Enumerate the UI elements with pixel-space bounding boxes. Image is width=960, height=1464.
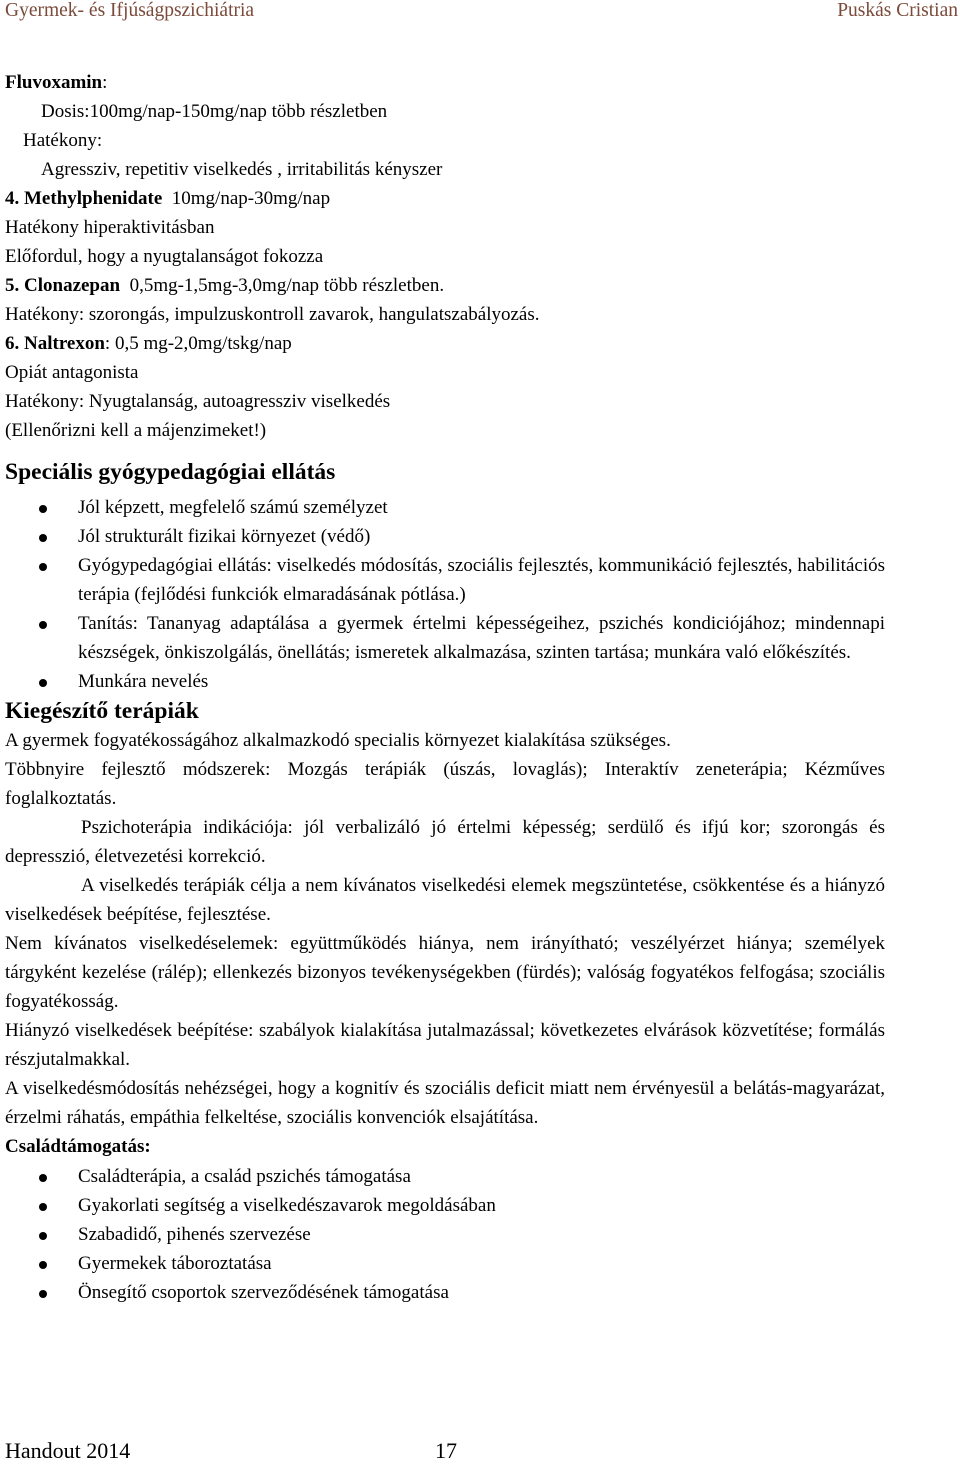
list-item: Önsegítő csoportok szerveződésének támogatása <box>5 1278 885 1307</box>
naltrexon-line-3: (Ellenőrizni kell a májenzimeket!) <box>5 420 267 441</box>
special-heading: Speciális gyógypedagógiai ellátás <box>5 459 336 485</box>
footer-label: Handout 2014 <box>5 1438 131 1463</box>
list-item: Szabadidő, pihenés szervezése <box>5 1220 885 1249</box>
list-item: Munkára nevelés <box>5 667 885 696</box>
complementary-p2: Többnyire fejlesztő módszerek: Mozgás terápiák (úszás, lovaglás); Interaktív zeneterápia; Kézműves foglalkoztatás. <box>5 759 885 809</box>
methylphenidate-heading: 4. Methylphenidate 10mg/nap-30mg/nap <box>5 188 331 209</box>
complementary-p7: A viselkedésmódosítás nehézségei, hogy a kognitív és szociális deficit miatt nem érvényesül a belátás-magyarázat, érzelmi ráhatás, empáthia felkeltése, szociális konvenciók elsajátítása. <box>5 1078 885 1128</box>
fluvoxamin-heading: Fluvoxamin: <box>5 72 108 93</box>
bullet-icon <box>39 679 47 687</box>
complementary-heading: Kiegészítő terápiák <box>5 698 199 724</box>
fluvoxamin-dose: Dosis:100mg/nap-150mg/nap több részletben <box>41 101 388 122</box>
bullet-icon <box>39 505 47 513</box>
bullet-icon <box>39 1261 47 1269</box>
complementary-p3: Pszichoterápia indikációja: jól verbalizáló jó értelmi képesség; serdülő és ifjú kor; szorongás és depresszió, életvezetési korrekció. <box>5 817 885 867</box>
fluvoxamin-effect-label: Hatékony: <box>23 130 103 151</box>
special-list <box>5 493 885 696</box>
bullet-icon <box>39 1203 47 1211</box>
complementary-p5: Nem kívánatos viselkedéselemek: együttműködés hiánya, nem irányítható; veszélyérzet hiánya; személyek tárgyként kezelése (rálép); ellenkezés bizonyos tevékenységekben (fürdés); valóság fogyatékos felfogása; szociális fogyatékosság. <box>5 933 885 1012</box>
naltrexon-line-1: Opiát antagonista <box>5 362 139 383</box>
list-item: Tanítás: Tananyag adaptálása a gyermek értelmi képességeihez, pszichés kondiciójához; mindennapi készségek, önkiszolgálás, önellátás; ismeretek alkalmazása, szinten tartása; munkára való előkészítés. <box>5 609 885 667</box>
list-item: Gyermekek táboroztatása <box>5 1249 885 1278</box>
header-title: Gyermek- és Ifjúságpszichiátria <box>5 0 255 21</box>
page-header <box>0 0 960 26</box>
list-item: Jól strukturált fizikai környezet (védő) <box>5 522 885 551</box>
methylphenidate-line-1: Hatékony hiperaktivitásban <box>5 217 215 238</box>
list-item: Jól képzett, megfelelő számú személyzet <box>5 493 885 522</box>
naltrexon-heading: 6. Naltrexon: 0,5 mg-2,0mg/tskg/nap <box>5 333 292 354</box>
family-list <box>5 1162 885 1307</box>
list-item: Családterápia, a család pszichés támogatása <box>5 1162 885 1191</box>
header-author: Puskás Cristian <box>837 0 958 21</box>
methylphenidate-line-2: Előfordul, hogy a nyugtalanságot fokozza <box>5 246 324 267</box>
bullet-icon <box>39 534 47 542</box>
bullet-icon <box>39 563 47 571</box>
clonazepan-line-1: Hatékony: szorongás, impulzuskontroll zavarok, hangulatszabályozás. <box>5 304 540 325</box>
bullet-icon <box>39 1174 47 1182</box>
list-item: Gyógypedagógiai ellátás: viselkedés módosítás, szociális fejlesztés, kommunikáció fejlesztés, habilitációs terápia (fejlődési funkciók elmaradásának pótlása.) <box>5 551 885 609</box>
family-heading: Családtámogatás: <box>5 1136 151 1157</box>
bullet-icon <box>39 1290 47 1298</box>
complementary-p6: Hiányzó viselkedések beépítése: szabályok kialakítása jutalmazással; következetes elvárások közvetítése; formálás részjutalmakkal. <box>5 1020 885 1070</box>
clonazepan-heading: 5. Clonazepan 0,5mg-1,5mg-3,0mg/nap több részletben. <box>5 275 445 296</box>
page-content <box>5 68 885 1307</box>
list-item: Gyakorlati segítség a viselkedészavarok megoldásában <box>5 1191 885 1220</box>
bullet-icon <box>39 621 47 629</box>
complementary-p1: A gyermek fogyatékosságához alkalmazkodó specialis környezet kialakítása szükséges. <box>5 730 671 751</box>
complementary-p4: A viselkedés terápiák célja a nem kívánatos viselkedési elemek megszüntetése, csökkentése és a hiányzó viselkedések beépítése, fejlesztése. <box>5 875 885 925</box>
page-number: 17 <box>435 1438 457 1463</box>
page-footer <box>5 1438 457 1464</box>
fluvoxamin-effect: Agressziv, repetitiv viselkedés , irritabilitás kényszer <box>41 159 443 180</box>
bullet-icon <box>39 1232 47 1240</box>
naltrexon-line-2: Hatékony: Nyugtalanság, autoagressziv viselkedés <box>5 391 391 412</box>
